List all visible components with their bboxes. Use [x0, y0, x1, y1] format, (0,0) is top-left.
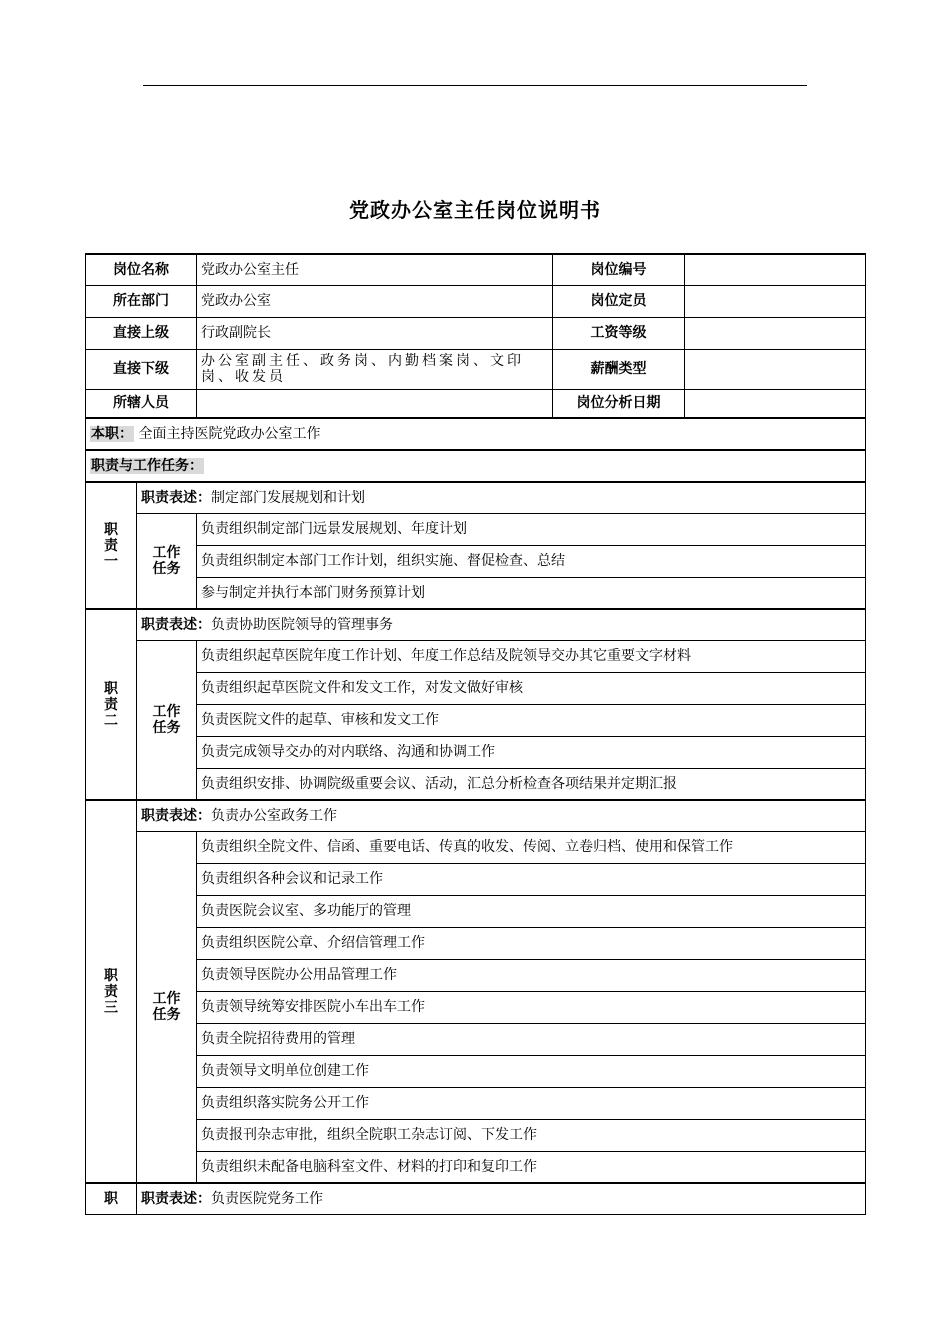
duty-label-char: 责 [104, 537, 118, 554]
duty-label-char: 一 [104, 553, 118, 570]
department-label: 所在部门 [86, 285, 197, 317]
task-item: 负责组织全院文件、信函、重要电话、传真的收发、传阅、立卷归档、使用和保管工作 [197, 831, 866, 863]
duty-label [86, 609, 137, 800]
task-row [86, 1119, 866, 1151]
task-item: 负责组织制定部门远景发展规划、年度计划 [197, 513, 866, 545]
task-row [86, 991, 866, 1023]
task-item: 负责领导医院办公用品管理工作 [197, 959, 866, 991]
task-row [86, 895, 866, 927]
duty-statement-row [86, 609, 866, 640]
task-row [86, 577, 866, 609]
duty-statement [137, 609, 866, 640]
core-duty-value: 全面主持医院党政办公室工作 [138, 426, 321, 442]
duty-statement-row [86, 482, 866, 513]
task-item: 负责组织医院公章、介绍信管理工作 [197, 927, 866, 959]
headcount-value [685, 285, 866, 317]
task-row [86, 831, 866, 863]
task-row [86, 513, 866, 545]
task-item: 负责组织落实院务公开工作 [197, 1087, 866, 1119]
task-item: 参与制定并执行本部门财务预算计划 [197, 577, 866, 609]
duty-statement [137, 800, 866, 831]
row-staff [86, 389, 866, 418]
task-row [86, 1151, 866, 1183]
row-superior [86, 317, 866, 349]
task-label-line: 任务 [152, 560, 181, 577]
duties-body [86, 482, 866, 1214]
task-label [137, 640, 197, 800]
task-label-line: 工作 [152, 703, 181, 720]
task-item: 负责组织起草医院年度工作计划、年度工作总结及院领导交办其它重要文字材料 [197, 640, 866, 672]
staff-value [197, 389, 553, 418]
job-description-table [85, 253, 866, 1215]
task-item: 负责组织制定本部门工作计划，组织实施、督促检查、总结 [197, 545, 866, 577]
superior-label: 直接上级 [86, 317, 197, 349]
task-row [86, 736, 866, 768]
duty-label-char: 责 [104, 696, 118, 713]
task-label-line: 任务 [152, 719, 181, 736]
task-item: 负责组织起草医院文件和发文工作，对发文做好审核 [197, 672, 866, 704]
core-duty-cell [86, 418, 866, 450]
duty-label-char: 职 [104, 521, 118, 538]
duty-label-char: 三 [104, 999, 118, 1016]
task-label-line: 任务 [152, 1006, 181, 1023]
task-row [86, 959, 866, 991]
task-row [86, 863, 866, 895]
position-name-label: 岗位名称 [86, 254, 197, 285]
task-row [86, 672, 866, 704]
pay-type-label: 薪酬类型 [553, 349, 685, 389]
duty-label [86, 1183, 137, 1214]
header-rule [143, 85, 807, 86]
task-row [86, 1023, 866, 1055]
duty-label-char: 职 [104, 967, 118, 984]
duty-statement [137, 482, 866, 513]
task-item: 负责完成领导交办的对内联络、沟通和协调工作 [197, 736, 866, 768]
task-item: 负责组织安排、协调院级重要会议、活动，汇总分析检查各项结果并定期汇报 [197, 768, 866, 800]
row-subordinate [86, 349, 866, 389]
row-position-name [86, 254, 866, 285]
analysis-date-label: 岗位分析日期 [553, 389, 685, 418]
task-item: 负责领导统筹安排医院小车出车工作 [197, 991, 866, 1023]
row-core-duty [86, 418, 866, 450]
superior-value: 行政副院长 [197, 317, 553, 349]
task-label [137, 513, 197, 609]
duty-label-char: 二 [104, 712, 118, 729]
position-no-label: 岗位编号 [553, 254, 685, 285]
task-label [137, 831, 197, 1183]
duty-label-char: 职 [104, 1190, 118, 1207]
duty-statement-row [86, 800, 866, 831]
pay-type-value [685, 349, 866, 389]
task-row [86, 1087, 866, 1119]
row-duties-header [86, 450, 866, 482]
duty-statement-value: 负责医院党务工作 [211, 1190, 323, 1207]
duty-statement-label: 职责表述： [141, 1190, 211, 1207]
duties-header-cell [86, 450, 866, 482]
subordinate-label: 直接下级 [86, 349, 197, 389]
duty-statement-value: 制定部门发展规划和计划 [211, 489, 365, 506]
row-department [86, 285, 866, 317]
task-row [86, 768, 866, 800]
duties-header: 职责与工作任务： [91, 458, 203, 474]
department-value: 党政办公室 [197, 285, 553, 317]
task-item: 负责医院文件的起草、审核和发文工作 [197, 704, 866, 736]
position-no-value [685, 254, 866, 285]
duty-label-char: 责 [104, 983, 118, 1000]
task-row [86, 545, 866, 577]
subordinate-value: 办公室副主任、政务岗、内勤档案岗、文印岗、收发员 [197, 349, 553, 389]
task-item: 负责组织各种会议和记录工作 [197, 863, 866, 895]
task-row [86, 1055, 866, 1087]
task-label-line: 工作 [152, 544, 181, 561]
duty-statement-label: 职责表述： [141, 807, 211, 824]
duty-statement-row [86, 1183, 866, 1214]
task-label-line: 工作 [152, 990, 181, 1007]
salary-grade-value [685, 317, 866, 349]
duty-statement-label: 职责表述： [141, 616, 211, 633]
duty-label [86, 482, 137, 609]
duty-statement-value: 负责办公室政务工作 [211, 807, 337, 824]
task-item: 负责医院会议室、多功能厅的管理 [197, 895, 866, 927]
core-duty-label: 本职： [91, 426, 133, 442]
position-name-value: 党政办公室主任 [197, 254, 553, 285]
analysis-date-value [685, 389, 866, 418]
duty-statement [137, 1183, 866, 1214]
task-row [86, 640, 866, 672]
task-row [86, 704, 866, 736]
task-row [86, 927, 866, 959]
task-item: 负责全院招待费用的管理 [197, 1023, 866, 1055]
duty-label-char: 职 [104, 680, 118, 697]
duty-statement-label: 职责表述： [141, 489, 211, 506]
task-item: 负责组织未配备电脑科室文件、材料的打印和复印工作 [197, 1151, 866, 1183]
task-item: 负责领导文明单位创建工作 [197, 1055, 866, 1087]
duty-statement-value: 负责协助医院领导的管理事务 [211, 616, 393, 633]
headcount-label: 岗位定员 [553, 285, 685, 317]
duty-label [86, 800, 137, 1183]
document-title: 党政办公室主任岗位说明书 [349, 198, 601, 222]
task-item: 负责报刊杂志审批，组织全院职工杂志订阅、下发工作 [197, 1119, 866, 1151]
staff-label: 所辖人员 [86, 389, 197, 418]
salary-grade-label: 工资等级 [553, 317, 685, 349]
